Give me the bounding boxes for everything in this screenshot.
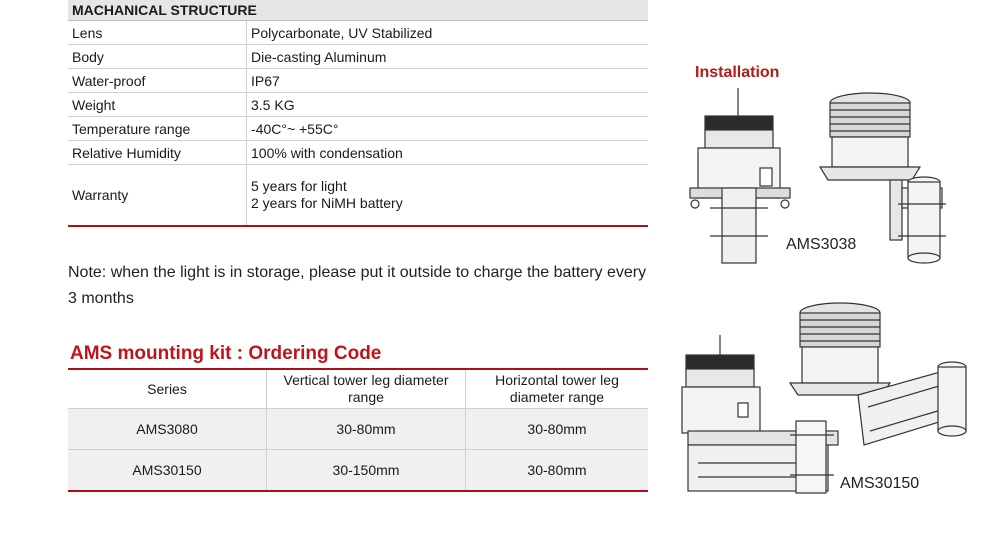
cell-series: AMS30150 (68, 450, 267, 492)
table-row (68, 93, 648, 117)
warranty-line-2: 2 years for NiMH battery (251, 195, 403, 211)
caption-ams3038: AMS3038 (786, 236, 857, 253)
storage-note: Note: when the light is in storage, please put it outside to charge the battery every 3 months (68, 264, 647, 307)
row-value: Die-casting Aluminum (247, 45, 649, 69)
row-value: 3.5 KG (247, 93, 649, 117)
table-row (68, 409, 648, 450)
cell-horizontal: 30-80mm (466, 409, 649, 450)
cell-horizontal: 30-80mm (466, 450, 649, 492)
table-row (68, 21, 648, 45)
table-row (68, 69, 648, 93)
row-label: Body (68, 45, 247, 69)
row-label: Water-proof (68, 69, 247, 93)
ams30150-illustration (678, 295, 978, 495)
ordering-table (68, 368, 648, 492)
caption-ams30150: AMS30150 (840, 475, 920, 492)
row-value (247, 165, 649, 227)
row-label: Warranty (68, 165, 247, 227)
row-value: -40C°~ +55C° (247, 117, 649, 141)
table-row (68, 141, 648, 165)
installation-title: Installation (695, 64, 780, 81)
col-header-horizontal: Horizontal tower leg diameter range (466, 369, 649, 409)
table-row (68, 117, 648, 141)
mechanical-structure-table (68, 0, 648, 227)
cell-series: AMS3080 (68, 409, 267, 450)
row-value: IP67 (247, 69, 649, 93)
cell-vertical: 30-80mm (267, 409, 466, 450)
table-header: MACHANICAL STRUCTURE (68, 0, 648, 21)
table-header-row (68, 369, 648, 409)
cell-vertical: 30-150mm (267, 450, 466, 492)
warranty-line-1: 5 years for light (251, 178, 347, 194)
row-value: 100% with condensation (247, 141, 649, 165)
row-label: Lens (68, 21, 247, 45)
col-header-series: Series (68, 369, 267, 409)
col-header-vertical: Vertical tower leg diameter range (267, 369, 466, 409)
ordering-title: AMS mounting kit : Ordering Code (70, 343, 382, 364)
row-label: Temperature range (68, 117, 247, 141)
row-label: Weight (68, 93, 247, 117)
row-value: Polycarbonate, UV Stabilized (247, 21, 649, 45)
row-label: Relative Humidity (68, 141, 247, 165)
table-row (68, 450, 648, 492)
table-row (68, 165, 648, 227)
table-row (68, 45, 648, 69)
